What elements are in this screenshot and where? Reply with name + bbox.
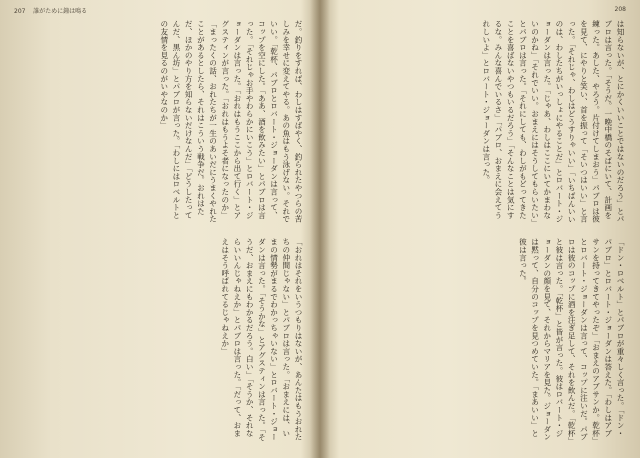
right-page xyxy=(336,20,626,444)
left-page-header xyxy=(14,6,87,15)
left-page-top-column xyxy=(14,20,304,224)
left-page-top-text: だ。釣りをすれば、わしはすばやく、釣られたやつらの苦しみを幸せに変えてやる。あの魚はもう泳げない。それでいい。「乾杯、パブロとロバート・ジョーダンは言って、コップを空にした。「ああ、酒を飲みたい」とパブロは言った。「それじゃお手やわらかにいこう」とロバート・ジョーダンは言った。「おれはもうここから出て行く」とアグスティンが言った。「おれはもうよそ者になったのか」「まったくの話、おれたちが一生のあいだにうまくやれたことがあるとしたら、それはこういう戦争だ。おれはただ、ほかのやり方を知らないだけなんだ」「どうしたってんだ、黒ん坊」とパブロが言った。「わしにはロベルトとの友情を見るのがいやなのか」 xyxy=(159,20,303,223)
right-page-number: 208 xyxy=(614,6,626,13)
right-page-top-column xyxy=(336,20,626,224)
right-page-header xyxy=(615,6,626,13)
left-page-number: 207 xyxy=(14,8,26,15)
left-page-bottom-column xyxy=(14,238,304,442)
book-gutter xyxy=(310,0,330,458)
right-page-bottom-column xyxy=(336,238,626,442)
left-running-title: 誰がために鐘は鳴る xyxy=(33,8,88,15)
left-page-bottom-text: 「おれはそれをいうつもりはないが、あんたはもうおれたちの仲間じゃない」とパブロは言った。「おまえには、いまの情勢がまるでわかっちゃいない」とロバート・ジョーダンは言った。「そうかな」とアグスティンは言った。「そうだ、おまえにもわかるだろう。白い」「そうか、それならいいんじゃねえか」とパブロは言った。「だって、おまえはそう呼ばれてるじゃねえか」 xyxy=(220,238,303,441)
left-page xyxy=(14,20,304,444)
right-page-top-text: は知らないが、とにかくいいことではないのだろう」とパブロは言った。「そうだ。一晩中橋のそばにいて、計画を練った。あした、やろう。片付けてしまおう」パブロは彼を見て、にやりと笑い、首を振って「そいつはいい」と言った。「それじゃ、わしはどうすりゃいい」「いちばんいいのは、わしたちがいっしょにやることだ」とロバート・ジョーダンは言った。「じゃあ、わしはここにいてかまわないのかね」「それでいい。おまえにはそうしてもらいたい」とパブロは言った。「それにしても、わしがもどってきたことを喜ばないやつもいるだろう」「そんなことは気にするな。みんな喜んでいるさ」「パブロ、おまえに会えてうれしいよ」とロバート・ジョーダンは言った。 xyxy=(481,20,625,223)
right-page-bottom-text: 「ドン・ロベルト」とパブロが重々しく言った。「ドン・パブロ」とロバート・ジョーダンは答えた。「わしはアブサンを持ってきてやったぞ」「おまえのアブサンか。乾杯」とロバート・ジョーダンは言って、コップに注いだ。パブロは彼のコップに酒を注ぎ足して、それを飲んだ。「乾杯」と彼は言った。「乾杯」と皆が言った。彼はロバート・ジョーダンの顔を見て、それからマリアを見た。ジョーダンは黙って、自分のコップを見つめていた。「まあいい」と彼は言った。 xyxy=(518,238,625,441)
